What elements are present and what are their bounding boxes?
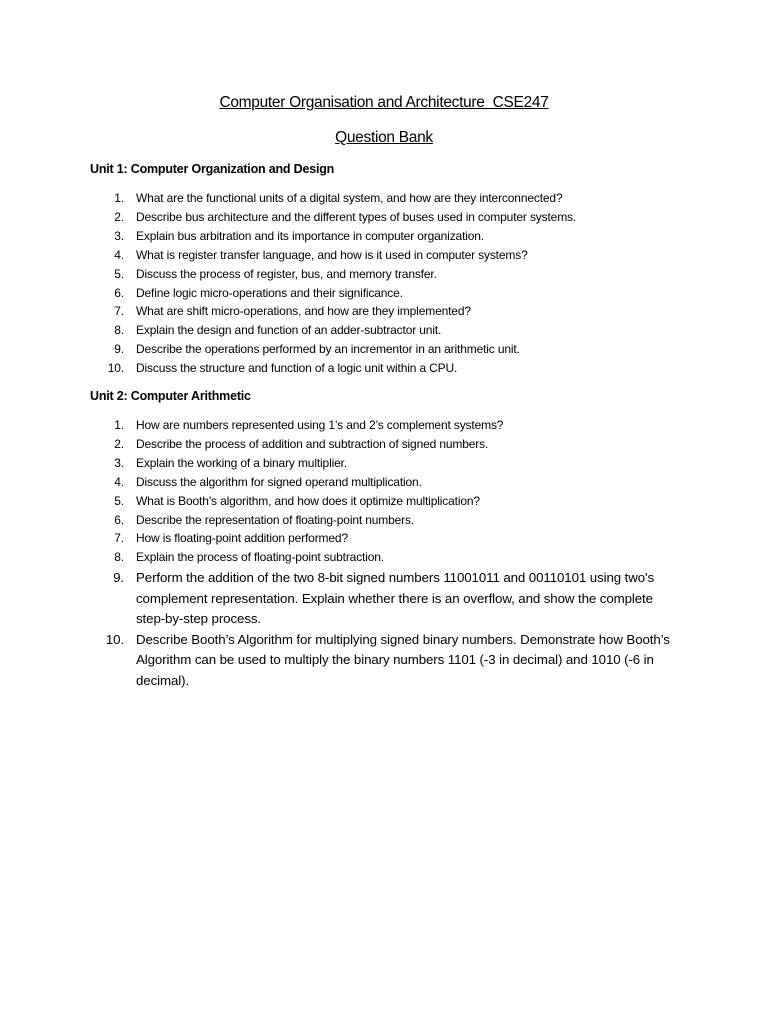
question-number: 10. <box>105 631 124 647</box>
question-number: 4. <box>114 247 124 262</box>
unit-1-question-list <box>0 189 768 378</box>
question-text: Explain the design and function of an adder-subtractor unit. <box>136 323 442 338</box>
question-text: Describe Booth’s Algorithm for multiplying signed binary numbers. Demonstrate how Booth’s Algorithm can be used to multiply the binary numbers 1101 (-3 in decimal) and 1010 (-6 in decimal). <box>136 631 670 688</box>
question-number: 9. <box>113 570 124 586</box>
question-item <box>0 416 768 435</box>
question-item <box>0 340 768 359</box>
question-number: 3. <box>114 455 124 470</box>
question-text: Explain the process of floating-point subtraction. <box>136 550 384 565</box>
question-text: Perform the addition of the two 8-bit signed numbers 11001011 and 00110101 using two's complement representation. Explain whether there is an overflow, and show the complete step-by-step process. <box>136 570 655 627</box>
question-number: 2. <box>114 436 124 451</box>
question-number: 9. <box>114 342 124 357</box>
question-item <box>0 189 768 208</box>
question-item <box>0 630 768 692</box>
question-text: Discuss the process of register, bus, and memory transfer. <box>136 266 437 281</box>
question-item <box>0 265 768 284</box>
question-text: Define logic micro-operations and their significance. <box>136 285 403 300</box>
question-item <box>0 454 768 473</box>
question-item <box>0 359 768 378</box>
question-text: Discuss the algorithm for signed operand multiplication. <box>136 474 422 489</box>
question-text: Describe the representation of floating-point numbers. <box>136 512 415 527</box>
question-number: 7. <box>114 531 124 546</box>
question-number: 5. <box>114 266 124 281</box>
question-item <box>0 568 768 630</box>
question-item <box>0 548 768 567</box>
question-number: 8. <box>114 323 124 338</box>
question-number: 1. <box>114 418 124 432</box>
question-text: What are the functional units of a digital system, and how are they interconnected? <box>136 191 563 205</box>
question-text: Explain bus arbitration and its importance in computer organization. <box>136 228 484 243</box>
unit-2-heading: Unit 2: Computer Arithmetic <box>90 389 251 403</box>
question-number: 3. <box>114 228 124 243</box>
question-number: 1. <box>114 191 124 205</box>
question-item <box>0 492 768 511</box>
question-item <box>0 435 768 454</box>
question-text: Explain the working of a binary multiplier. <box>136 455 347 470</box>
unit-1-heading: Unit 1: Computer Organization and Design <box>90 162 335 176</box>
question-text: Describe bus architecture and the different types of buses used in computer systems. <box>136 209 577 224</box>
question-item <box>0 208 768 227</box>
question-number: 7. <box>114 304 124 319</box>
question-item <box>0 529 768 548</box>
question-item <box>0 511 768 530</box>
document-title: Computer Organisation and Architecture CSE247 <box>219 94 549 111</box>
question-text: What are shift micro-operations, and how are they implemented? <box>136 304 471 319</box>
question-number: 10. <box>107 361 124 376</box>
question-text: Discuss the structure and function of a logic unit within a CPU. <box>136 361 458 376</box>
question-item <box>0 227 768 246</box>
question-text: Describe the operations performed by an incrementor in an arithmetic unit. <box>136 342 520 357</box>
question-number: 5. <box>114 493 124 508</box>
question-item <box>0 246 768 265</box>
question-number: 6. <box>114 512 124 527</box>
question-text: What is Booth’s algorithm, and how does it optimize multiplication? <box>136 493 480 508</box>
unit-2-question-list <box>0 416 768 691</box>
question-text: How are numbers represented using 1’s and 2’s complement systems? <box>136 418 504 432</box>
document-subtitle: Question Bank <box>335 129 433 146</box>
question-number: 8. <box>114 550 124 565</box>
question-item <box>0 321 768 340</box>
question-number: 2. <box>114 209 124 224</box>
question-item <box>0 473 768 492</box>
question-text: What is register transfer language, and how is it used in computer systems? <box>136 247 528 262</box>
question-number: 4. <box>114 474 124 489</box>
question-item <box>0 302 768 321</box>
question-text: How is floating-point addition performed? <box>136 531 348 546</box>
question-item <box>0 284 768 303</box>
question-number: 6. <box>114 285 124 300</box>
question-text: Describe the process of addition and subtraction of signed numbers. <box>136 436 489 451</box>
